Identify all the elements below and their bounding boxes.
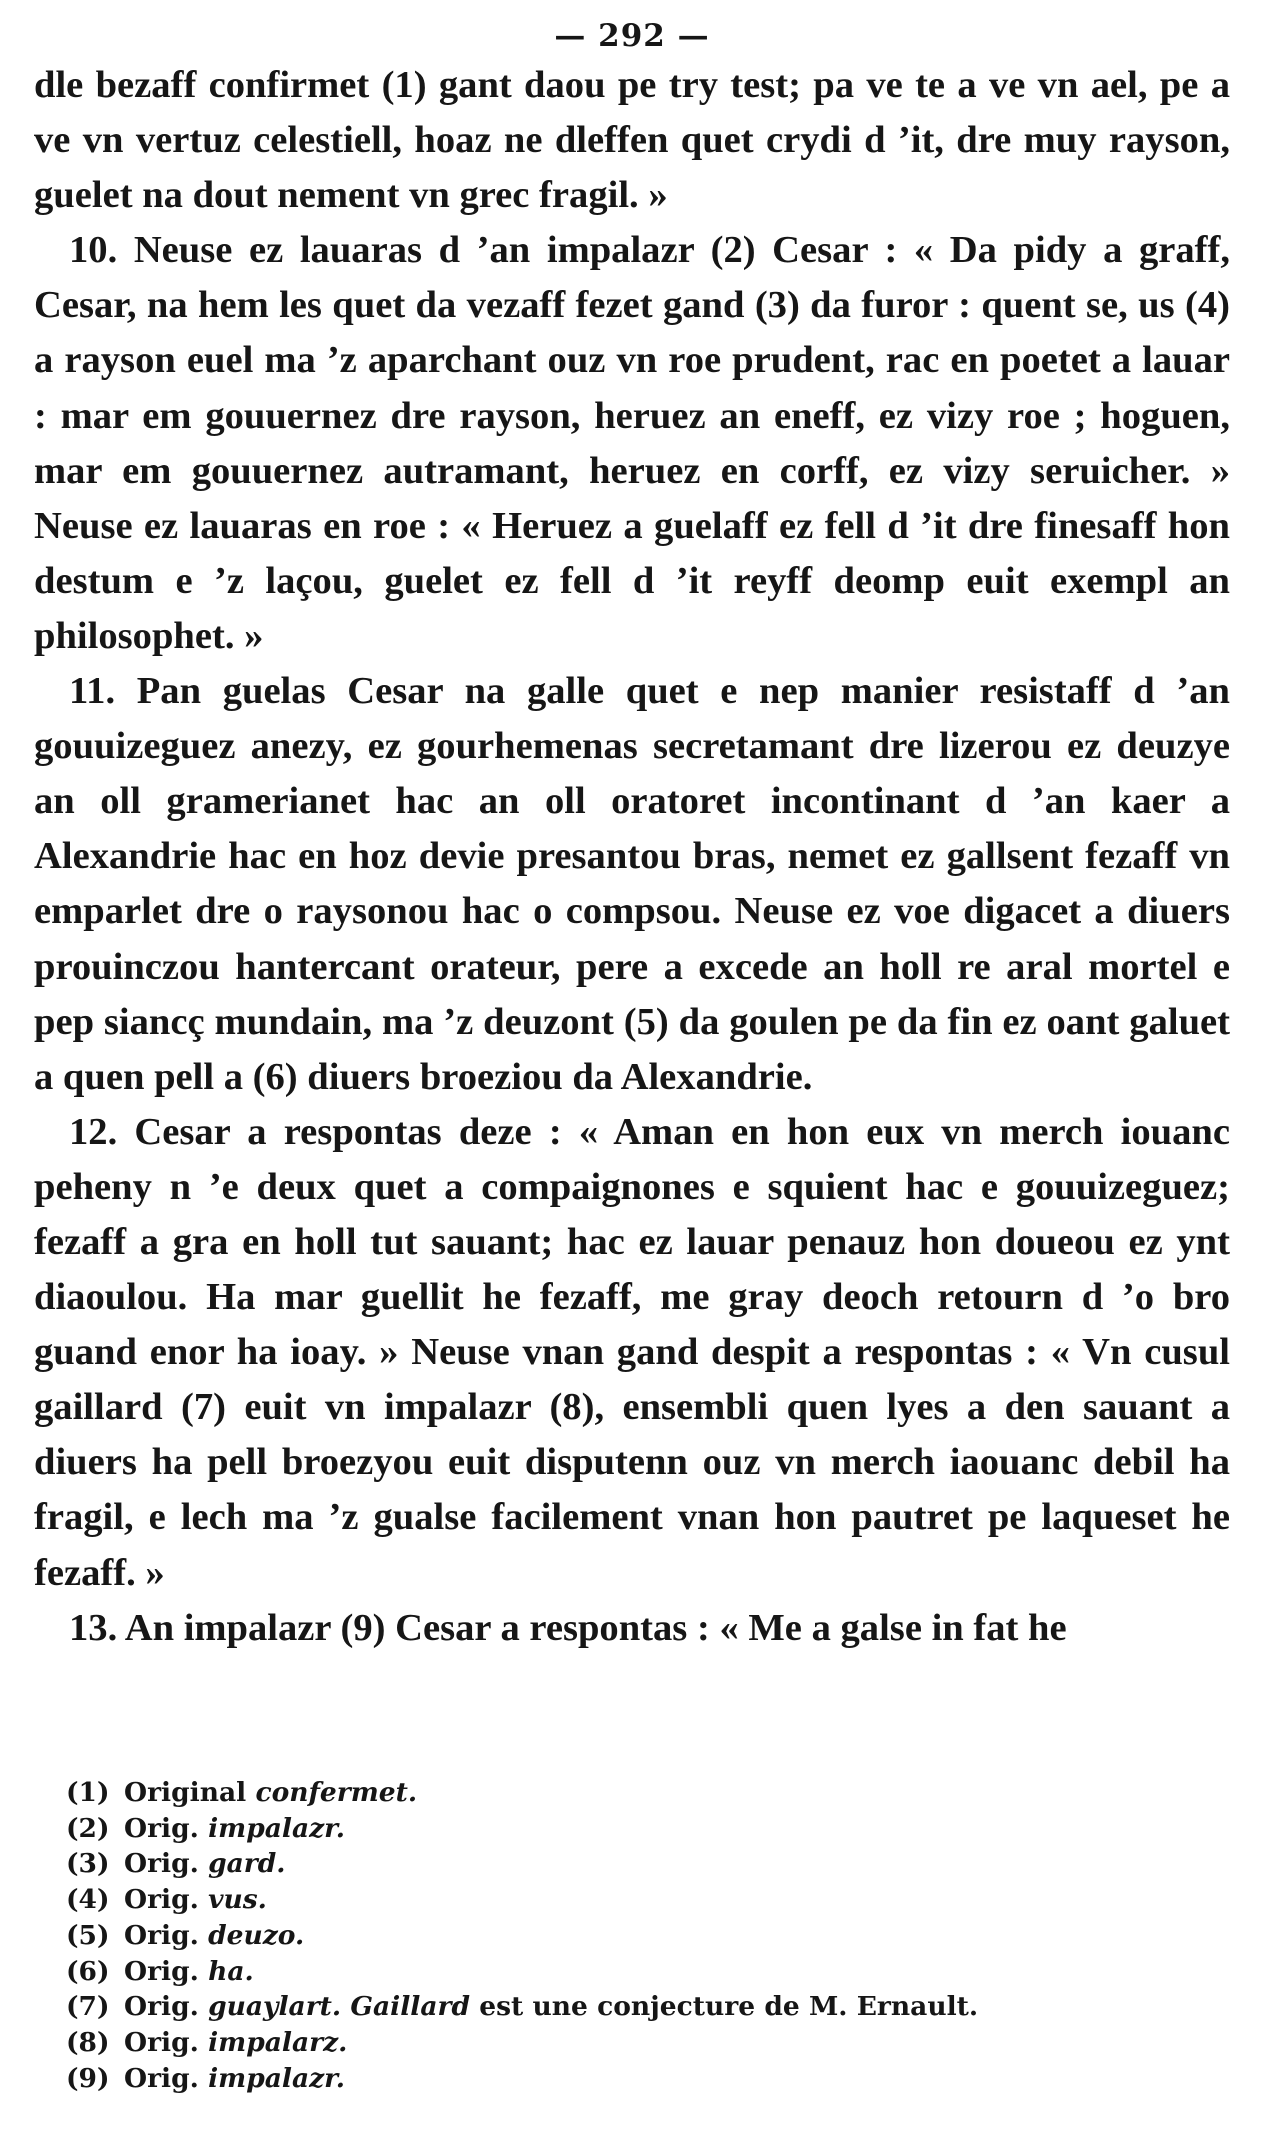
footnote-prefix: Orig. — [124, 1812, 209, 1844]
footnote-number: (3) — [66, 1848, 110, 1880]
footnotes — [34, 1775, 1230, 2096]
footnote-italic: deuzo. — [208, 1919, 305, 1951]
footnote-italic: impalazr. — [208, 2062, 345, 2094]
footnote-prefix: Orig. — [124, 1955, 209, 1987]
footnote — [34, 1811, 1230, 1847]
footnote-italic: ha. — [208, 1955, 254, 1987]
footnote — [34, 1954, 1230, 1990]
footnote-prefix: Orig. — [124, 1884, 209, 1916]
paragraph-10: 10. Neuse ez lauaras d ’an impalazr (2) Cesar : « Da pidy a graff, Cesar, na hem les quet da vezaff fezet gand (3) da furor : quent se, us (4) a rayson euel ma ’z aparchant ouz vn roe prudent, rac en poetet a lauar : mar em gouuernez dre rayson, heruez an eneff, ez vizy roe ; hoguen, mar em gouuernez autramant, heruez en corff, ez vizy seruicher. » Neuse ez lauaras en roe : « Heruez a guelaff ez fell d ’it dre finesaff hon destum e ’z laçou, guelet ez fell d ’it reyff deomp euit exempl an philosophet. » — [34, 229, 1230, 657]
footnote-number: (1) — [66, 1777, 110, 1808]
footnote-number: (8) — [66, 2026, 110, 2058]
footnote-number: (7) — [66, 1991, 110, 2023]
footnote — [34, 1775, 1230, 1811]
footnote-italic: confermet. — [255, 1777, 418, 1808]
footnote-prefix: Orig. — [124, 1848, 209, 1880]
footnote-number: (6) — [66, 1955, 110, 1987]
footnote-prefix: Orig. — [124, 2026, 209, 2058]
footnote-prefix: Orig. — [124, 1919, 209, 1951]
footnote — [34, 2025, 1230, 2061]
page — [34, 14, 1230, 1656]
paragraph-12: 12. Cesar a respontas deze : « Aman en hon eux vn merch iouanc peheny n ’e deux quet a compaignones e squient hac e gouuizeguez; fezaff a gra en holl tut sauant; hac ez lauar penauz hon doueou ez ynt diaoulou. Ha mar guellit he fezaff, me gray deoch retourn d ’o bro guand enor ha ioay. » Neuse vnan gand despit a respontas : « Vn cusul gaillard (7) euit vn impalazr (8), ensembli quen lyes a den sauant a diuers ha pell broezyou euit disputenn ouz vn merch iaouanc debil ha fragil, e lech ma ’z gualse facilement vnan hon pautret pe laqueset he fezaff. » — [34, 1110, 1230, 1594]
footnote-prefix: Original — [124, 1777, 256, 1808]
footnote — [34, 1846, 1230, 1882]
footnote-italic: guaylart. Gaillard — [208, 1991, 471, 2023]
footnote — [34, 1882, 1230, 1918]
footnote-number: (9) — [66, 2062, 110, 2094]
footnote-italic: gard. — [208, 1848, 286, 1880]
footnote — [34, 2061, 1230, 2097]
footnote — [34, 1989, 1230, 2025]
main-text — [34, 58, 1230, 1656]
footnote-number: (5) — [66, 1919, 110, 1951]
footnote-prefix: Orig. — [124, 1991, 209, 2023]
paragraph-13: 13. An impalazr (9) Cesar a respontas : « Me a galse in fat he — [69, 1606, 1067, 1649]
paragraph-11: 11. Pan guelas Cesar na galle quet e nep manier resistaff d ’an gouuizeguez anezy, ez gourhemenas secretamant dre lizerou ez deuzye an oll gramerianet hac an oll oratoret incontinant d ’an kaer a Alexandrie hac en hoz devie presantou bras, nemet ez gallsent fezaff vn emparlet dre o raysonou hac o compsou. Neuse ez voe digacet a diuers prouinczou hantercant orateur, pere a excede an holl re aral mortel e pep siancç mundain, ma ’z deuzont (5) da goulen pe da fin ez oant galuet a quen pell a (6) diuers broeziou da Alexandrie. — [34, 670, 1230, 1098]
footnote-italic: impalazr. — [208, 1812, 345, 1844]
footnote — [34, 1918, 1230, 1954]
footnote-italic: vus. — [208, 1884, 267, 1916]
footnote-number: (4) — [66, 1884, 110, 1916]
footnote-number: (2) — [66, 1812, 110, 1844]
footnote-italic: impalarz. — [208, 2026, 348, 2058]
footnote-suffix: est une conjecture de M. Ernault. — [470, 1991, 979, 2023]
page-number: — 292 — — [554, 18, 710, 54]
paragraph-continued: dle bezaff confirmet (1) gant daou pe try test; pa ve te a ve vn ael, pe a ve vn vertuz celestiell, hoaz ne dleffen quet crydi d ’it, dre muy rayson, guelet na dout nement vn grec fragil. » — [34, 64, 1230, 217]
footnote-prefix: Orig. — [124, 2062, 209, 2094]
